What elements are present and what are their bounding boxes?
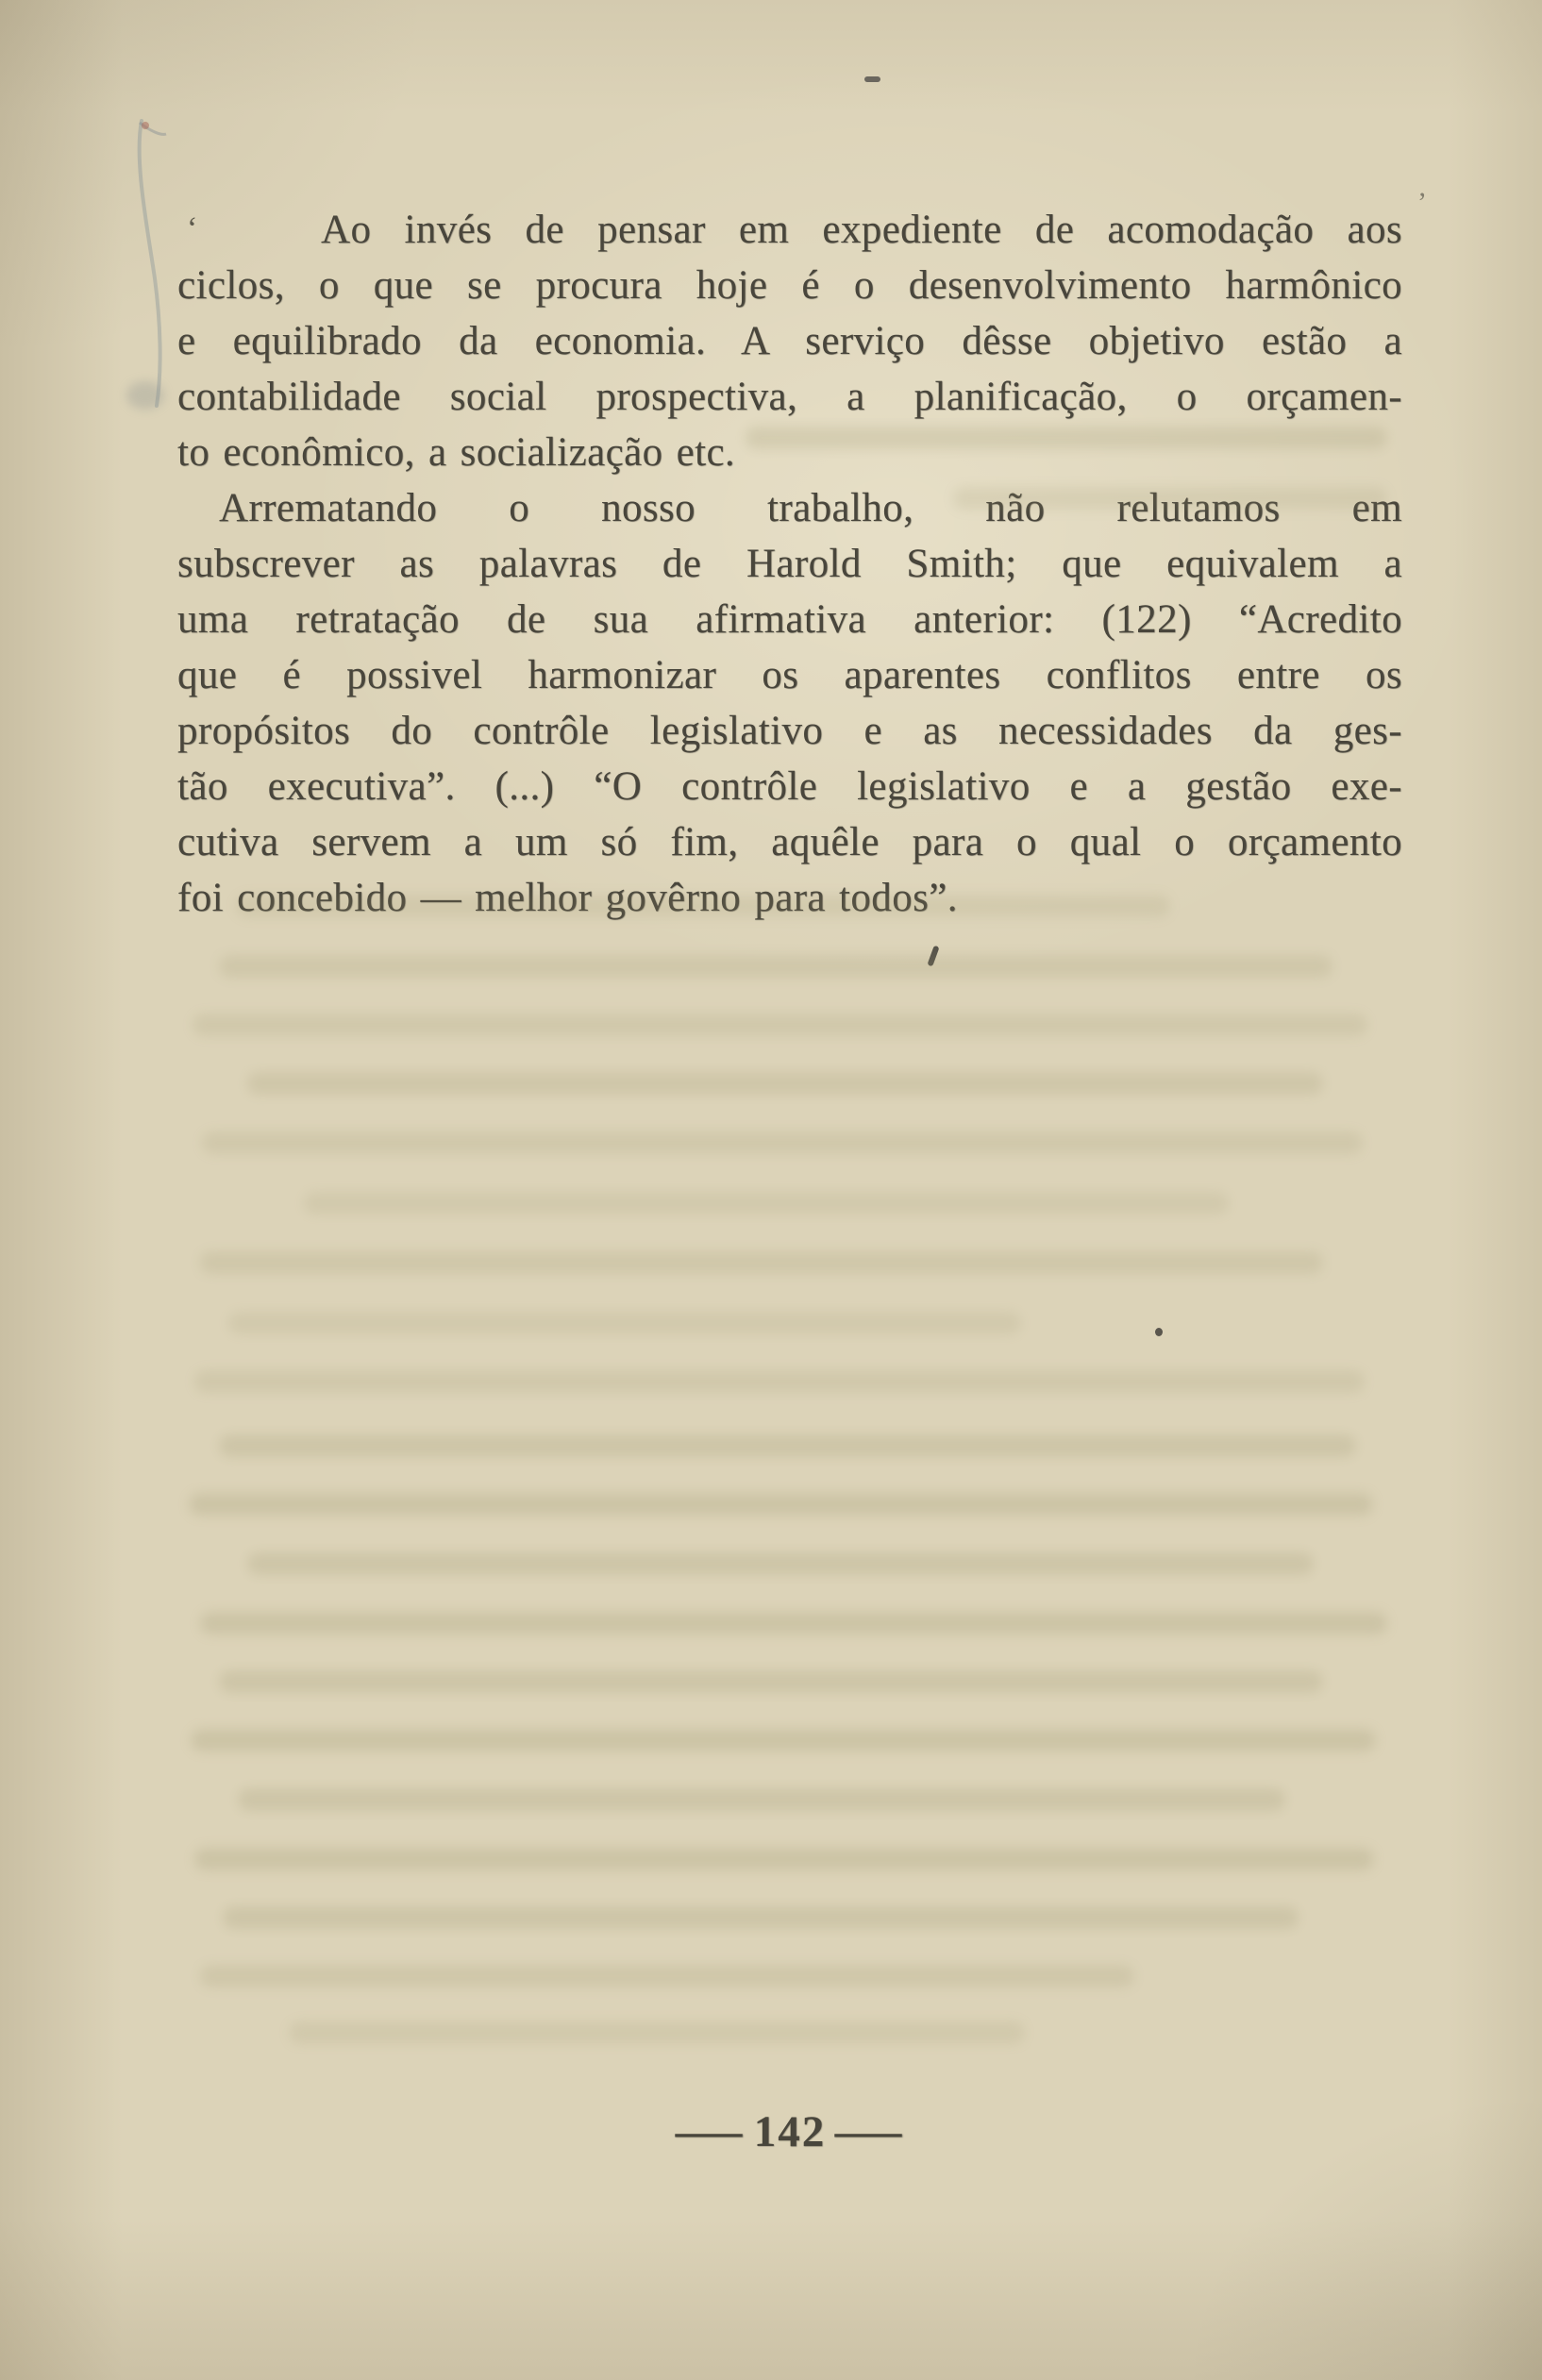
text-line: Arrematando o nosso trabalho, não relutamos em	[219, 486, 1402, 530]
text-line: e equilibrado da economia. A serviço dêsse objetivo estão a	[177, 319, 1402, 363]
text-line: propósitos do contrôle legislativo e as necessidades da ges-	[177, 709, 1402, 753]
paragraph-2	[177, 480, 1402, 926]
show-through-smudge	[236, 895, 1170, 917]
show-through-smudge	[228, 1312, 1021, 1334]
show-through-smudge	[200, 1965, 1134, 1987]
text-line: Ao invés de pensar em expediente de acomodação aos	[321, 208, 1402, 252]
show-through-smudge	[223, 1906, 1299, 1929]
text-line: uma retratação de sua afirmativa anterior: (122) “Acredito	[177, 597, 1402, 642]
show-through-smudge	[219, 1434, 1356, 1457]
show-through-smudge	[746, 427, 1387, 449]
show-through-smudge	[189, 1493, 1373, 1516]
page-footer	[177, 2106, 1402, 2157]
show-through-smudge	[953, 487, 1387, 510]
text-line: tão executiva”. (...) “O contrôle legislativo e a gestão exe-	[177, 764, 1402, 809]
show-through-smudge	[200, 1612, 1387, 1634]
stray-ink-dash	[864, 76, 880, 82]
text-line: subscrever as palavras de Harold Smith; que equivalem a	[177, 542, 1402, 586]
page-text-block	[177, 202, 1402, 926]
show-through-smudge	[194, 1848, 1374, 1870]
text-line: ciclos, o que se procura hoje é o desenvolvimento harmônico	[177, 263, 1402, 308]
text-line: to econômico, a socialização etc.	[177, 430, 736, 475]
show-through-smudge	[247, 1552, 1314, 1575]
show-through-smudge	[200, 1251, 1323, 1274]
page-number: 142	[753, 2107, 827, 2156]
pencil-smudge	[126, 381, 164, 410]
text-line: que é possivel harmonizar os aparentes conflitos entre os	[177, 653, 1402, 697]
footer-dash-right: —	[835, 2107, 905, 2156]
show-through-smudge	[247, 1072, 1323, 1095]
footer-dash-left: —	[675, 2107, 745, 2156]
stray-ink-dot	[1155, 1328, 1163, 1336]
show-through-smudge	[289, 2021, 1025, 2044]
show-through-smudge	[202, 1131, 1363, 1154]
stray-ink-apostrophe: ’	[1417, 187, 1427, 218]
show-through-smudge	[219, 955, 1332, 978]
text-line: contabilidade social prospectiva, a planificação, o orçamen-	[177, 375, 1402, 419]
show-through-smudge	[219, 1670, 1323, 1693]
show-through-smudge	[194, 1370, 1365, 1393]
text-line: cutiva servem a um só fim, aquêle para o qual o orçamento	[177, 820, 1402, 864]
show-through-smudge	[191, 1729, 1376, 1751]
stray-ink-comma: ‘	[187, 211, 198, 246]
show-through-smudge	[193, 1014, 1367, 1036]
text-line: foi concebido — melhor govêrno para todos”.	[177, 876, 958, 920]
show-through-smudge	[304, 1192, 1229, 1215]
show-through-smudge	[238, 1788, 1285, 1811]
